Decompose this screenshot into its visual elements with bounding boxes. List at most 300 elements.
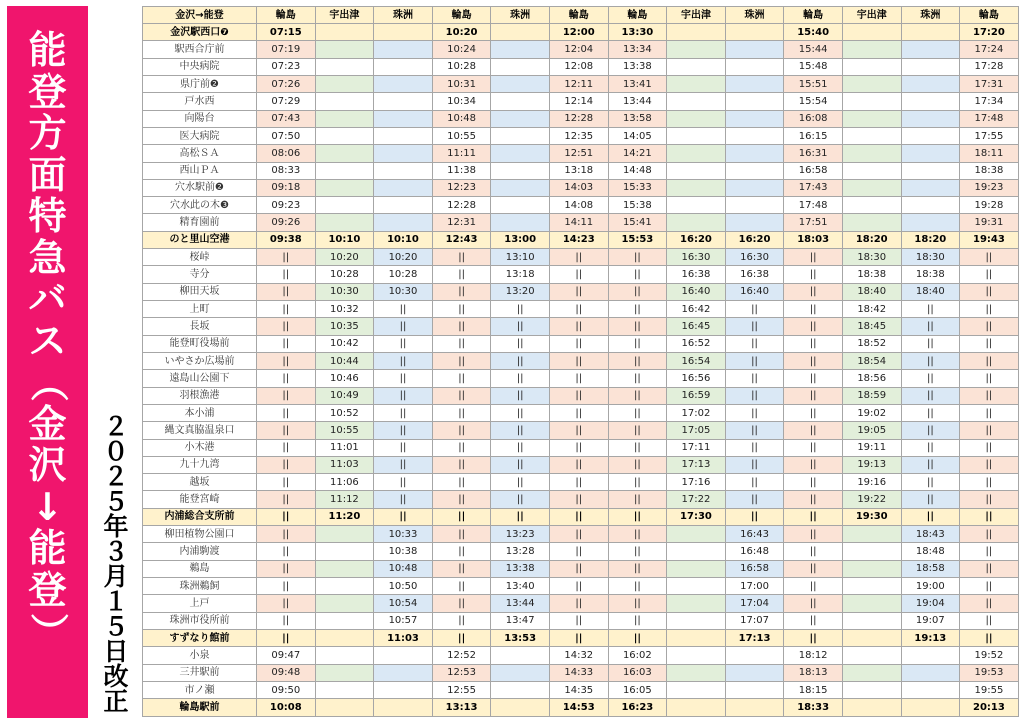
time-cell: 09:47 xyxy=(257,647,316,664)
revision-date xyxy=(98,414,134,714)
time-cell: 17:05 xyxy=(667,422,726,439)
time-cell xyxy=(315,41,374,58)
time-cell: || xyxy=(960,491,1019,508)
time-cell: || xyxy=(432,578,491,595)
time-cell: 13:47 xyxy=(491,612,550,629)
time-cell: 07:19 xyxy=(257,41,316,58)
time-cell: || xyxy=(901,474,960,491)
time-cell xyxy=(374,127,433,144)
time-cell xyxy=(725,127,784,144)
time-cell: || xyxy=(784,370,843,387)
time-cell: 17:07 xyxy=(725,612,784,629)
time-cell: 18:03 xyxy=(784,231,843,248)
time-cell: 18:11 xyxy=(960,145,1019,162)
time-cell xyxy=(374,647,433,664)
time-cell: || xyxy=(432,491,491,508)
time-cell: 16:45 xyxy=(667,318,726,335)
time-cell: || xyxy=(257,439,316,456)
time-cell: 17:43 xyxy=(784,179,843,196)
table-row xyxy=(143,249,1019,266)
time-cell: 19:04 xyxy=(901,595,960,612)
time-cell: 13:34 xyxy=(608,41,667,58)
time-cell: || xyxy=(432,439,491,456)
time-cell xyxy=(725,110,784,127)
time-cell: || xyxy=(725,422,784,439)
title-char: 特 xyxy=(28,194,67,238)
table-row xyxy=(143,699,1019,717)
time-cell: 17:51 xyxy=(784,214,843,231)
title-char: ス xyxy=(28,318,67,363)
time-cell: 10:42 xyxy=(315,335,374,352)
time-cell: 10:57 xyxy=(374,612,433,629)
time-cell xyxy=(901,93,960,110)
time-cell: 17:22 xyxy=(667,491,726,508)
time-cell: 19:13 xyxy=(901,629,960,646)
time-cell: || xyxy=(374,387,433,404)
time-cell: || xyxy=(784,439,843,456)
time-cell xyxy=(374,93,433,110)
time-cell xyxy=(725,647,784,664)
time-cell xyxy=(315,214,374,231)
time-cell: || xyxy=(432,283,491,300)
time-cell: || xyxy=(901,335,960,352)
time-cell: || xyxy=(549,629,608,646)
time-cell: 13:53 xyxy=(491,629,550,646)
time-cell: 17:16 xyxy=(667,474,726,491)
time-cell: 17:28 xyxy=(960,58,1019,75)
time-cell: || xyxy=(432,629,491,646)
time-cell xyxy=(842,526,901,543)
time-cell xyxy=(725,162,784,179)
destination-header: 輪島 xyxy=(549,7,608,24)
title-char: ↓ xyxy=(31,484,64,529)
time-cell: || xyxy=(960,301,1019,318)
date-char: ５ xyxy=(103,612,129,641)
time-cell: 15:41 xyxy=(608,214,667,231)
date-char: 改 xyxy=(103,662,129,691)
time-cell: 12:51 xyxy=(549,145,608,162)
time-cell: 16:30 xyxy=(667,249,726,266)
time-cell xyxy=(374,58,433,75)
time-cell: || xyxy=(257,249,316,266)
destination-header: 宇出津 xyxy=(315,7,374,24)
time-cell: || xyxy=(784,404,843,421)
table-row xyxy=(143,110,1019,127)
destination-header: 珠洲 xyxy=(901,7,960,24)
time-cell: || xyxy=(374,318,433,335)
stop-name: 越坂 xyxy=(143,474,257,491)
time-cell: || xyxy=(608,439,667,456)
time-cell: || xyxy=(960,422,1019,439)
time-cell xyxy=(491,699,550,717)
time-cell: || xyxy=(257,422,316,439)
time-cell: || xyxy=(784,612,843,629)
stop-name: 上戸 xyxy=(143,595,257,612)
time-cell: || xyxy=(257,612,316,629)
title-char: 急 xyxy=(28,235,67,280)
time-cell: || xyxy=(257,404,316,421)
time-cell xyxy=(842,664,901,681)
time-cell: 17:02 xyxy=(667,404,726,421)
stop-name: 寺分 xyxy=(143,266,257,283)
time-cell xyxy=(491,24,550,41)
time-cell: 08:06 xyxy=(257,145,316,162)
time-cell: 17:31 xyxy=(960,75,1019,92)
time-cell: 19:55 xyxy=(960,681,1019,698)
time-cell: 17:11 xyxy=(667,439,726,456)
time-cell: 10:46 xyxy=(315,370,374,387)
time-cell: || xyxy=(608,404,667,421)
time-cell: 10:38 xyxy=(374,543,433,560)
time-cell: || xyxy=(257,335,316,352)
time-cell: 10:54 xyxy=(374,595,433,612)
title-char: 登 xyxy=(28,567,67,612)
time-cell: || xyxy=(608,612,667,629)
time-cell xyxy=(315,197,374,214)
time-cell: || xyxy=(549,474,608,491)
time-cell: 13:20 xyxy=(491,283,550,300)
time-cell xyxy=(315,179,374,196)
time-cell: 16:59 xyxy=(667,387,726,404)
time-cell xyxy=(315,647,374,664)
stop-name: 穴水駅前❷ xyxy=(143,179,257,196)
time-cell: 13:38 xyxy=(608,58,667,75)
time-cell: || xyxy=(257,629,316,646)
date-char: 正 xyxy=(103,687,129,716)
stop-name: 駅西合庁前 xyxy=(143,41,257,58)
time-cell xyxy=(667,629,726,646)
time-cell: 10:30 xyxy=(374,283,433,300)
time-cell: 10:28 xyxy=(432,58,491,75)
time-cell: 14:08 xyxy=(549,197,608,214)
time-cell: || xyxy=(374,422,433,439)
time-cell xyxy=(667,664,726,681)
time-cell: || xyxy=(784,526,843,543)
time-cell: 14:23 xyxy=(549,231,608,248)
time-cell: 14:05 xyxy=(608,127,667,144)
time-cell: || xyxy=(960,249,1019,266)
time-cell xyxy=(842,578,901,595)
time-cell: || xyxy=(374,456,433,473)
time-cell: || xyxy=(374,301,433,318)
time-cell: 07:15 xyxy=(257,24,316,41)
stop-name: 上町 xyxy=(143,301,257,318)
time-cell xyxy=(842,24,901,41)
time-cell: || xyxy=(491,456,550,473)
time-cell: || xyxy=(608,370,667,387)
time-cell xyxy=(315,612,374,629)
stop-name: 小泉 xyxy=(143,647,257,664)
time-cell: || xyxy=(257,283,316,300)
time-cell xyxy=(842,41,901,58)
table-row xyxy=(143,664,1019,681)
title-char: 能 xyxy=(28,28,67,72)
title-char: 金 xyxy=(28,401,67,446)
time-cell: 17:13 xyxy=(725,629,784,646)
time-cell: 15:51 xyxy=(784,75,843,92)
time-cell: 12:28 xyxy=(432,197,491,214)
time-cell: || xyxy=(491,301,550,318)
time-cell: 18:15 xyxy=(784,681,843,698)
table-row xyxy=(143,58,1019,75)
time-cell xyxy=(315,543,374,560)
time-cell: || xyxy=(374,474,433,491)
time-cell: || xyxy=(491,439,550,456)
table-row xyxy=(143,127,1019,144)
time-cell: 15:38 xyxy=(608,197,667,214)
time-cell: 07:23 xyxy=(257,58,316,75)
table-row xyxy=(143,145,1019,162)
time-cell xyxy=(667,93,726,110)
time-cell: || xyxy=(608,352,667,369)
table-row xyxy=(143,283,1019,300)
title-char: 沢 xyxy=(28,443,67,487)
time-cell: 18:20 xyxy=(901,231,960,248)
time-cell xyxy=(667,41,726,58)
title-char: バ xyxy=(28,277,67,321)
time-cell: || xyxy=(960,474,1019,491)
time-cell: || xyxy=(608,387,667,404)
time-cell xyxy=(491,162,550,179)
time-cell: || xyxy=(549,595,608,612)
time-cell: 17:00 xyxy=(725,578,784,595)
time-cell: 16:56 xyxy=(667,370,726,387)
stop-name: 縄文真脇温泉口 xyxy=(143,422,257,439)
time-cell: 09:18 xyxy=(257,179,316,196)
time-cell: 19:13 xyxy=(842,456,901,473)
time-cell: 18:59 xyxy=(842,387,901,404)
time-cell: 10:52 xyxy=(315,404,374,421)
time-cell: || xyxy=(257,595,316,612)
time-cell: 10:32 xyxy=(315,301,374,318)
stop-name: いやさか広場前 xyxy=(143,352,257,369)
time-cell: 18:52 xyxy=(842,335,901,352)
time-cell: 16:03 xyxy=(608,664,667,681)
time-cell: || xyxy=(549,283,608,300)
time-cell xyxy=(842,543,901,560)
destination-header: 輪島 xyxy=(784,7,843,24)
date-char: ３ xyxy=(103,537,129,566)
time-cell xyxy=(667,681,726,698)
time-cell: || xyxy=(257,266,316,283)
time-cell: 14:32 xyxy=(549,647,608,664)
time-cell: || xyxy=(432,508,491,525)
time-cell: 18:54 xyxy=(842,352,901,369)
table-row xyxy=(143,266,1019,283)
title-char: 方 xyxy=(28,111,67,155)
time-cell xyxy=(842,612,901,629)
time-cell: || xyxy=(901,422,960,439)
time-cell: 14:03 xyxy=(549,179,608,196)
time-cell: || xyxy=(432,543,491,560)
time-cell xyxy=(901,162,960,179)
time-cell: || xyxy=(608,301,667,318)
destination-header: 宇出津 xyxy=(667,7,726,24)
time-cell: || xyxy=(491,422,550,439)
time-cell: || xyxy=(901,318,960,335)
time-cell: || xyxy=(608,578,667,595)
destination-header: 輪島 xyxy=(257,7,316,24)
time-cell: || xyxy=(960,508,1019,525)
time-cell: || xyxy=(901,370,960,387)
time-cell xyxy=(725,197,784,214)
time-cell: 17:48 xyxy=(784,197,843,214)
time-cell: 18:13 xyxy=(784,664,843,681)
time-cell: 18:33 xyxy=(784,699,843,717)
time-cell: || xyxy=(608,318,667,335)
time-cell: 18:20 xyxy=(842,231,901,248)
time-cell: 11:01 xyxy=(315,439,374,456)
time-cell: || xyxy=(374,404,433,421)
time-cell xyxy=(315,145,374,162)
time-cell: || xyxy=(549,335,608,352)
time-cell: || xyxy=(549,422,608,439)
time-cell: 10:10 xyxy=(315,231,374,248)
time-cell xyxy=(374,41,433,58)
time-cell: 13:41 xyxy=(608,75,667,92)
time-cell: || xyxy=(725,335,784,352)
time-cell: 10:34 xyxy=(432,93,491,110)
time-cell: 13:28 xyxy=(491,543,550,560)
stop-name: 県庁前❷ xyxy=(143,75,257,92)
stop-name: 医大病院 xyxy=(143,127,257,144)
time-cell: 16:43 xyxy=(725,526,784,543)
time-cell: 13:10 xyxy=(491,249,550,266)
time-cell: || xyxy=(432,456,491,473)
time-cell xyxy=(374,75,433,92)
date-char: 年 xyxy=(103,512,129,541)
time-cell: 10:35 xyxy=(315,318,374,335)
time-cell: 18:38 xyxy=(901,266,960,283)
time-cell: || xyxy=(960,595,1019,612)
time-cell: || xyxy=(549,404,608,421)
time-cell: 10:33 xyxy=(374,526,433,543)
title-char: 登 xyxy=(28,69,67,114)
time-cell xyxy=(491,41,550,58)
time-cell: || xyxy=(960,439,1019,456)
time-cell: || xyxy=(374,352,433,369)
table-row xyxy=(143,93,1019,110)
time-cell: 16:05 xyxy=(608,681,667,698)
time-cell: 16:23 xyxy=(608,699,667,717)
destination-header: 珠洲 xyxy=(491,7,550,24)
time-cell: || xyxy=(784,283,843,300)
time-cell: 18:12 xyxy=(784,647,843,664)
stop-name: 戸水西 xyxy=(143,93,257,110)
time-cell: 17:55 xyxy=(960,127,1019,144)
time-cell: || xyxy=(725,404,784,421)
table-row xyxy=(143,214,1019,231)
time-cell: || xyxy=(608,629,667,646)
time-cell: || xyxy=(725,491,784,508)
time-cell xyxy=(667,214,726,231)
time-cell: 13:30 xyxy=(608,24,667,41)
time-cell: 10:55 xyxy=(315,422,374,439)
title-char: ） xyxy=(26,612,71,651)
time-cell: 17:13 xyxy=(667,456,726,473)
time-cell: 18:42 xyxy=(842,301,901,318)
stop-name: 精育園前 xyxy=(143,214,257,231)
time-cell: || xyxy=(725,439,784,456)
time-cell: 10:24 xyxy=(432,41,491,58)
time-cell: 18:40 xyxy=(842,283,901,300)
time-cell: || xyxy=(608,456,667,473)
time-cell: 12:52 xyxy=(432,647,491,664)
time-cell: 16:58 xyxy=(725,560,784,577)
date-char: １ xyxy=(103,587,129,616)
route-header: 金沢→能登 xyxy=(143,7,257,24)
time-cell: || xyxy=(549,560,608,577)
time-cell xyxy=(374,179,433,196)
time-cell: || xyxy=(725,474,784,491)
time-cell: 11:12 xyxy=(315,491,374,508)
time-cell: || xyxy=(784,491,843,508)
table-row xyxy=(143,474,1019,491)
time-cell: 13:00 xyxy=(491,231,550,248)
time-cell xyxy=(491,145,550,162)
time-cell: || xyxy=(432,612,491,629)
time-cell: || xyxy=(549,508,608,525)
time-cell: || xyxy=(257,491,316,508)
time-cell: || xyxy=(725,387,784,404)
time-cell xyxy=(667,110,726,127)
time-cell: 19:30 xyxy=(842,508,901,525)
time-cell: || xyxy=(784,318,843,335)
time-cell: 13:13 xyxy=(432,699,491,717)
time-cell: 19:31 xyxy=(960,214,1019,231)
time-cell: || xyxy=(960,352,1019,369)
time-cell: 15:48 xyxy=(784,58,843,75)
time-cell: 19:22 xyxy=(842,491,901,508)
time-cell: 12:23 xyxy=(432,179,491,196)
time-cell xyxy=(491,75,550,92)
title-char: 面 xyxy=(28,152,67,197)
time-cell: 07:26 xyxy=(257,75,316,92)
time-cell: || xyxy=(432,560,491,577)
time-cell: 10:28 xyxy=(315,266,374,283)
stop-name: 珠洲市役所前 xyxy=(143,612,257,629)
time-cell xyxy=(842,214,901,231)
time-cell xyxy=(725,93,784,110)
time-cell: || xyxy=(901,352,960,369)
time-cell: 13:18 xyxy=(491,266,550,283)
time-cell xyxy=(315,110,374,127)
time-cell: || xyxy=(432,595,491,612)
time-cell: || xyxy=(608,283,667,300)
time-cell: 12:55 xyxy=(432,681,491,698)
time-cell xyxy=(374,145,433,162)
time-cell xyxy=(667,24,726,41)
time-cell: 10:10 xyxy=(374,231,433,248)
time-cell: || xyxy=(432,526,491,543)
time-cell: || xyxy=(549,249,608,266)
time-cell: 11:11 xyxy=(432,145,491,162)
time-cell: 08:33 xyxy=(257,162,316,179)
time-cell: 10:44 xyxy=(315,352,374,369)
time-cell: 11:03 xyxy=(374,629,433,646)
stop-name: 輪島駅前 xyxy=(143,699,257,717)
time-cell xyxy=(901,145,960,162)
table-row xyxy=(143,352,1019,369)
stop-name: 高松ＳＡ xyxy=(143,145,257,162)
time-cell xyxy=(842,162,901,179)
stop-name: 小木港 xyxy=(143,439,257,456)
destination-header: 輪島 xyxy=(432,7,491,24)
stop-name: 珠洲鵜飼 xyxy=(143,578,257,595)
time-cell: || xyxy=(374,491,433,508)
time-cell: 14:48 xyxy=(608,162,667,179)
time-cell: || xyxy=(491,370,550,387)
